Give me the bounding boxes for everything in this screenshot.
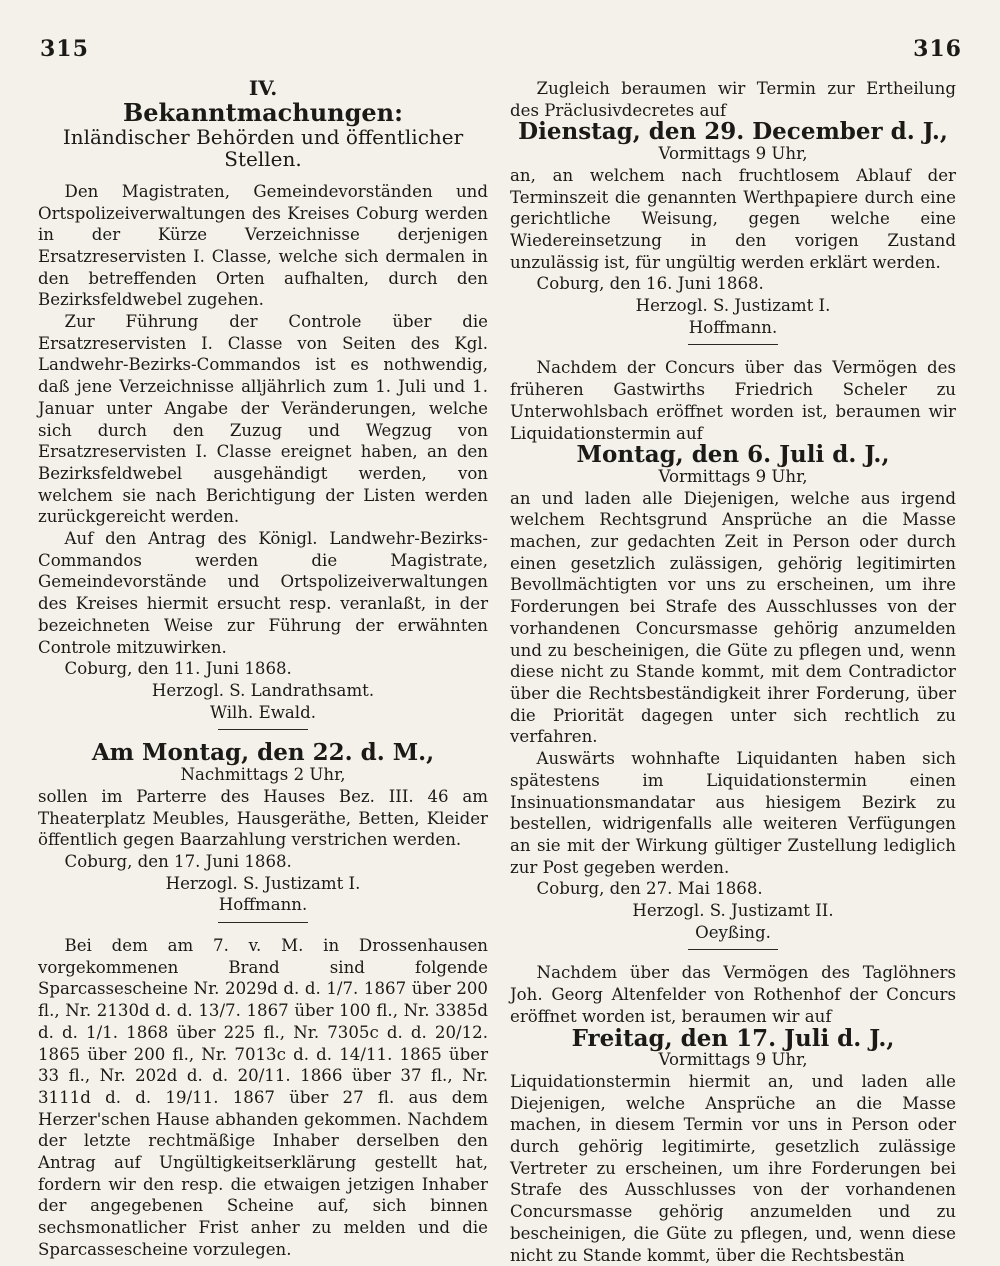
notice-date-line: Am Montag, den 22. d. M.,	[91, 739, 435, 767]
notice-date: Coburg, den 11. Juni 1868.	[64, 659, 292, 679]
notice-ersatzreservisten	[38, 181, 488, 724]
notice-paragraph: Den Magistraten, Gemeindevorständen und Ortspolizeiverwaltungen des Kreises Coburg werden in der Kürze Verzeichnisse derjenigen Ersatzreservisten I. Classe, welche sich dermalen in den betreffenden Orten aufhalten, durch den Bezirksfeldwebel zugehen.	[38, 181, 488, 310]
notice-signer: Hoffmann.	[218, 895, 308, 915]
notice-time: Vormittags 9 Uhr,	[658, 144, 808, 164]
section-roman: IV.	[248, 76, 278, 100]
notice-paragraph: Bei dem am 7. v. M. in Drossenhausen vorgekommenen Brand sind folgende Sparcassescheine Nr. 2029d d. d. 1/7. 1867 über 200 fl., Nr. 2130d d. d. 13/7. 1867 über 100 fl., Nr. 3385d d. d. 1/1. 1868 über 225 fl., Nr. 7305c d. d. 20/12. 1865 über 200 fl., Nr. 7013c d. d. 14/11. 1865 über 33 fl., Nr. 202d d. d. 20/11. 1866 über 37 fl., Nr. 3111d d. d. 19/11. 1867 über 27 fl. aus dem Herzer'schen Hause abhanden gekommen. Nachdem der letzte rechtmäßige Inhaber derselben den Antrag auf Ungültigkeitserklärung gestellt hat, fordern wir den resp. die etwaigen jetzigen Inhaber der angegebenen Scheine auf, sich binnen sechsmonatlicher Frist anher zu melden und die Sparcassescheine vorzulegen.	[38, 936, 488, 1259]
notice-signer: Oeyßing.	[695, 922, 771, 942]
notice-scheler-concurs	[510, 357, 956, 943]
page-number-left: 315	[40, 36, 89, 62]
divider	[688, 344, 778, 345]
divider	[688, 949, 778, 950]
notice-signer: Wilh. Ewald.	[209, 702, 317, 722]
notice-altenfelder-concurs	[510, 962, 956, 1266]
notice-time: Vormittags 9 Uhr,	[658, 1050, 808, 1070]
notice-signer: Hoffmann.	[688, 317, 778, 337]
notice-paragraph: Auswärts wohnhafte Liquidanten haben sich spätestens im Liquidationstermin einen Insinuationsmandatar aus hiesigem Bezirk zu bestellen, widrigenfalls alle weiteren Verfügungen an sie mit der Wirkung gültiger Zustellung lediglich zur Post gegeben werden.	[510, 749, 956, 877]
notice-date-line: Montag, den 6. Juli d. J.,	[576, 441, 890, 469]
notice-date-line: Freitag, den 17. Juli d. J.,	[571, 1024, 895, 1052]
notice-paragraph: Nachdem der Concurs über das Vermögen des früheren Gastwirths Friedrich Scheler zu Unterwohlsbach eröffnet worden ist, beraumen wir Liquidationstermin auf	[510, 358, 956, 443]
notice-date: Coburg, den 27. Mai 1868.	[536, 879, 763, 899]
divider	[218, 729, 308, 730]
notice-authority: Herzogl. S. Justizamt I.	[635, 296, 831, 316]
notice-date-line: Dienstag, den 29. December d. J.,	[518, 118, 948, 146]
notice-sparcasse	[38, 935, 488, 1261]
notice-paragraph: Zur Führung der Controle über die Ersatzreservisten I. Classe von Seiten des Kgl. Landwehr-Bezirks-Commandos ist es nothwendig, daß jene Verzeichnisse alljährlich zum 1. Juli und 1. Januar unter Angabe der Veränderungen, welche sich durch den Zuzug und Wegzug von Ersatzreservisten I. Classe ereignet haben, an den Bezirksfeldwebel ausgehändigt werden, von welchem sie nach Berichtigung der Listen werden zurückgereicht werden.	[38, 312, 488, 527]
section-subtitle: Inländischer Behörden und öffentlicher Stellen.	[62, 125, 464, 172]
notice-time: Vormittags 9 Uhr,	[658, 466, 808, 486]
right-column	[510, 78, 956, 1266]
divider	[218, 922, 308, 923]
notice-paragraph: Liquidationstermin hiermit an, und laden alle Diejenigen, welche Ansprüche an die Masse machen, in diesem Termin vor uns in Person oder durch gehörig legitimirte, gesetzlich zulässige Vertreter zu erscheinen, um ihre Forderungen bei Strafe des Ausschlusses von der vorhandenen Concursmasse gehörig anzumelden und zu bescheinigen, die Güte zu pflegen, und, wenn diese nicht zu Stande kommt, über die Rechtsbestän	[510, 1071, 956, 1265]
notice-paragraph: sollen im Parterre des Hauses Bez. III. 46 am Theaterplatz Meubles, Hausgeräthe, Betten, Kleider öffentlich gegen Baarzahlung verstrichen werden.	[38, 786, 488, 850]
notice-paragraph: Nachdem über das Vermögen des Taglöhners Joh. Georg Altenfelder von Rothenhof der Concurs eröffnet worden ist, beraumen wir auf	[510, 963, 956, 1026]
notice-paragraph: Zugleich beraumen wir Termin zur Ertheilung des Präclusivdecretes auf	[510, 79, 956, 120]
notice-auction	[38, 739, 488, 916]
notice-time: Nachmittags 2 Uhr,	[180, 765, 346, 785]
notice-sparcasse-continued	[510, 78, 956, 338]
notice-paragraph: Auf den Antrag des Königl. Landwehr-Bezirks-Commandos werden die Magistrate, Gemeindevorstände und Ortspolizeiverwaltungen des Kreises hiermit ersucht resp. veranlaßt, in der bezeichneten Weise zur Führung der erwähnten Controle mitzuwirken.	[38, 529, 488, 657]
notice-date: Coburg, den 17. Juni 1868.	[64, 851, 292, 871]
notice-authority: Herzogl. S. Landrathsamt.	[151, 680, 375, 700]
section-title: Bekanntmachungen:	[123, 97, 403, 127]
notice-paragraph: an und laden alle Diejenigen, welche aus irgend welchem Rechtsgrund Ansprüche an die Masse machen, zur gedachten Zeit in Person oder durch einen gesetzlich zulässigen, gehörig legitimirten Bevollmächtigten vor uns zu erscheinen, um ihre Forderungen bei Strafe des Ausschlusses von der vorhandenen Concursmasse gehörig anzumelden und zu bescheinigen, die Güte zu pflegen und, wenn diese nicht zu Stande kommt, mit dem Contradictor über die Rechtsbeständigkeit ihrer Forderung, über die Priorität dagegen unter sich rechtlich zu verfahren.	[510, 488, 956, 747]
page-number-right: 316	[913, 36, 962, 62]
notice-authority: Herzogl. S. Justizamt II.	[632, 901, 834, 921]
notice-paragraph: an, an welchem nach fruchtlosem Ablauf der Terminszeit die genannten Werthpapiere durch eine gerichtliche Weisung, gegen welche eine Wiedereinsetzung in den vorigen Zustand unzulässig ist, für ungültig werden erklärt werden.	[510, 165, 956, 272]
left-column	[38, 78, 488, 1261]
notice-date: Coburg, den 16. Juni 1868.	[536, 274, 764, 294]
notice-authority: Herzogl. S. Justizamt I.	[165, 873, 361, 893]
